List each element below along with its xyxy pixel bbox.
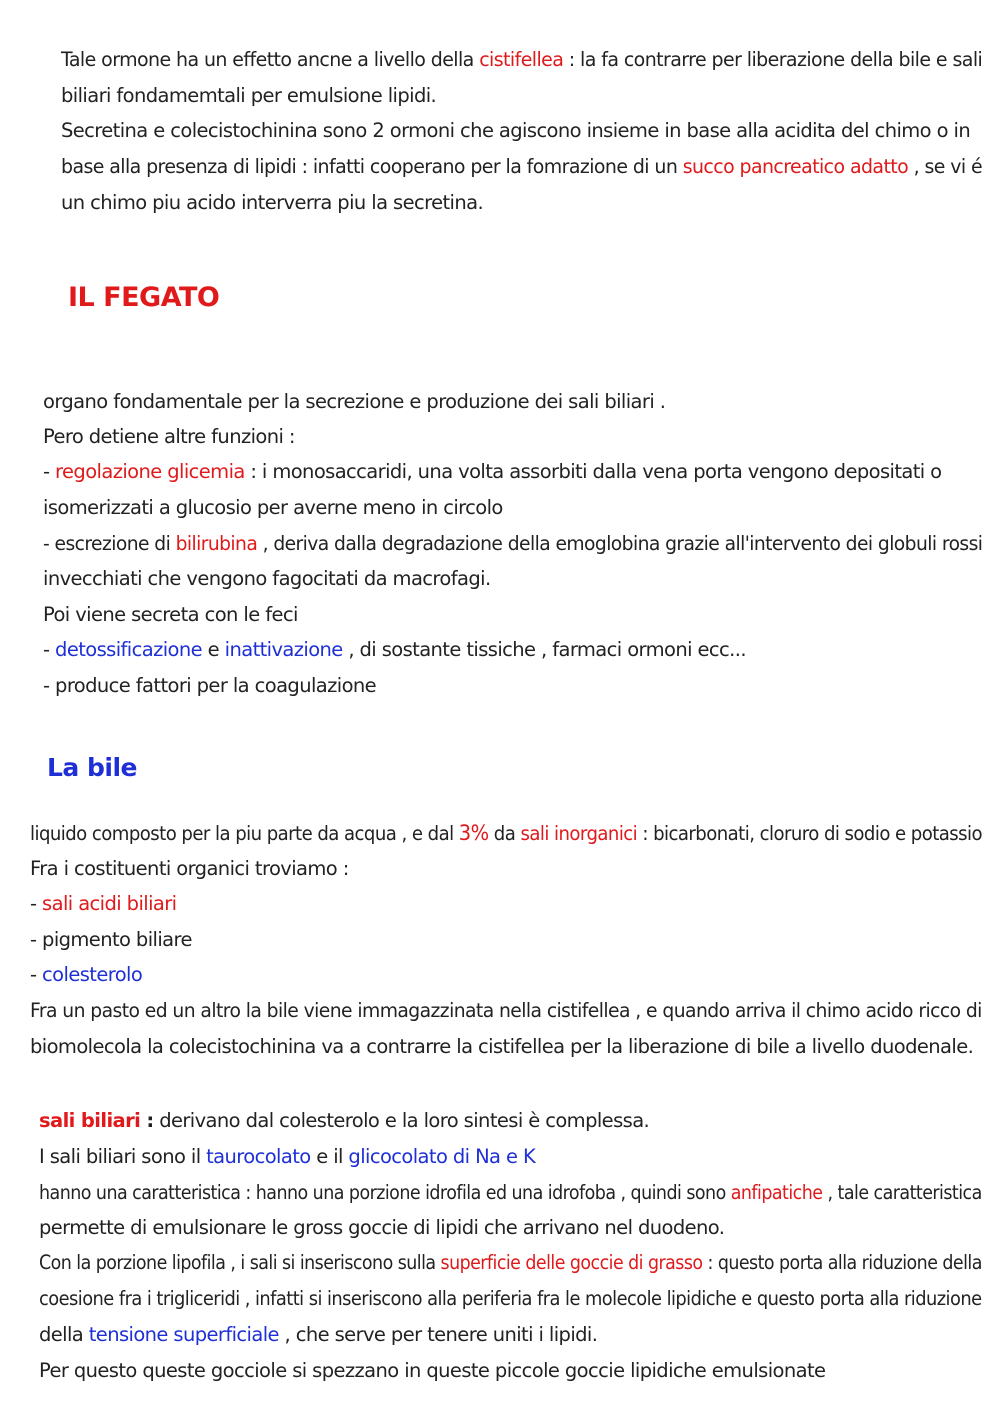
- text: da: [488, 822, 521, 845]
- text: e: [202, 638, 225, 661]
- fegato-line-8: [43, 637, 746, 663]
- fegato-line-9: - produce fattori per la coagulazione: [43, 674, 377, 697]
- text: :: [140, 1109, 154, 1132]
- text: , deriva dalla degradazione della emoglobina grazie all'intervento dei globuli rossi: [257, 532, 983, 555]
- highlight-blue: glicocolato di Na e K: [348, 1145, 536, 1168]
- bile-line-4: - pigmento biliare: [30, 928, 192, 951]
- text: base alla presenza di lipidi : infatti cooperano per la fomrazione di un: [61, 155, 683, 178]
- bile-line-2: Fra i costituenti organici troviamo :: [30, 857, 349, 880]
- highlight-red: cistifellea: [479, 48, 564, 71]
- intro-line-4: [61, 154, 982, 180]
- section-heading-fegato: IL FEGATO: [68, 282, 220, 313]
- sali-line-8: Per questo queste gocciole si spezzano in queste piccole goccie lipidiche emulsionate: [39, 1359, 826, 1382]
- fegato-line-4: isomerizzati a glucosio per averne meno in circolo: [43, 496, 503, 519]
- text: , di sostante tissiche , farmaci ormoni ecc...: [342, 638, 746, 661]
- fegato-line-5: [43, 531, 982, 557]
- fegato-line-7: Poi viene secreta con le feci: [43, 603, 298, 626]
- text: : bicarbonati, cloruro di sodio e potassio: [637, 822, 983, 845]
- text: e il: [310, 1145, 349, 1168]
- highlight-red: superficie delle goccie di grasso: [440, 1251, 703, 1274]
- highlight-red: anfipatiche: [730, 1181, 823, 1204]
- highlight-red: bilirubina: [175, 532, 258, 555]
- bile-line-6: Fra un pasto ed un altro la bile viene immagazzinata nella cistifellea , e quando arriva il chimo acido ricco di: [30, 999, 982, 1022]
- highlight-blue: taurocolato: [206, 1145, 311, 1168]
- text: I sali biliari sono il: [39, 1145, 207, 1168]
- fegato-line-3: [43, 459, 942, 485]
- text: Tale ormone ha un effetto ancne a livello della: [61, 48, 480, 71]
- fegato-line-6: invecchiati che vengono fagocitati da macrofagi.: [43, 567, 491, 590]
- text: , se vi é: [908, 155, 983, 178]
- text: -: [30, 892, 43, 915]
- text: -: [30, 963, 43, 986]
- sali-line-3: [39, 1180, 982, 1206]
- text: , che serve per tenere uniti i lipidi.: [278, 1323, 598, 1346]
- text: hanno una caratteristica : hanno una porzione idrofila ed una idrofoba , quindi sono: [39, 1181, 731, 1204]
- bile-line-7: biomolecola la colecistochinina va a contrarre la cistifellea per la liberazione di bile a livello duodenale.: [30, 1035, 974, 1058]
- section-heading-bile: La bile: [47, 753, 137, 782]
- sali-line-1: [39, 1108, 649, 1134]
- highlight-blue: detossificazione: [55, 638, 203, 661]
- highlight-blue: tensione superficiale: [88, 1323, 279, 1346]
- intro-line-1: [61, 47, 982, 73]
- highlight-red: 3%: [458, 821, 489, 845]
- highlight-blue: colesterolo: [42, 963, 143, 986]
- text: : questo porta alla riduzione della: [702, 1251, 982, 1274]
- intro-line-2: biliari fondamemtali per emulsione lipidi.: [61, 84, 437, 107]
- text: , tale caratteristica: [822, 1181, 982, 1204]
- text: della: [39, 1323, 89, 1346]
- bile-line-5: [30, 962, 142, 988]
- text: derivano dal colesterolo e la loro sintesi è complessa.: [153, 1109, 650, 1132]
- highlight-red: sali acidi biliari: [42, 892, 177, 915]
- sali-line-4: permette di emulsionare le gross goccie di lipidi che arrivano nel duodeno.: [39, 1216, 725, 1239]
- text: : la fa contrarre per liberazione della bile e sali: [563, 48, 983, 71]
- highlight-blue: inattivazione: [224, 638, 343, 661]
- bile-line-3: [30, 891, 177, 917]
- text: liquido composto per la piu parte da acqua , e dal: [30, 822, 459, 845]
- bile-line-1: [30, 820, 982, 847]
- sali-line-7: [39, 1322, 597, 1348]
- highlight-red: sali inorganici: [520, 822, 638, 845]
- text: - escrezione di: [43, 532, 176, 555]
- highlight-red: succo pancreatico adatto: [682, 155, 909, 178]
- fegato-line-1: organo fondamentale per la secrezione e produzione dei sali biliari .: [43, 390, 666, 413]
- highlight-red: regolazione glicemia: [55, 460, 245, 483]
- text: -: [43, 638, 56, 661]
- text: Con la porzione lipofila , i sali si inseriscono sulla: [39, 1251, 441, 1274]
- sali-line-2: [39, 1144, 535, 1170]
- intro-line-5: un chimo piu acido interverra piu la secretina.: [61, 191, 484, 214]
- text: : i monosaccaridi, una volta assorbiti dalla vena porta vengono depositati o: [244, 460, 942, 483]
- term-sali-biliari: sali biliari: [39, 1109, 141, 1132]
- sali-line-5: [39, 1250, 982, 1276]
- intro-line-3: Secretina e colecistochinina sono 2 ormoni che agiscono insieme in base alla acidita del chimo o in: [61, 119, 971, 142]
- fegato-line-2: Pero detiene altre funzioni :: [43, 425, 295, 448]
- text: -: [43, 460, 56, 483]
- sali-line-6: coesione fra i trigliceridi , infatti si inseriscono alla periferia fra le molecole lipidiche e questo porta alla riduzione: [39, 1287, 982, 1310]
